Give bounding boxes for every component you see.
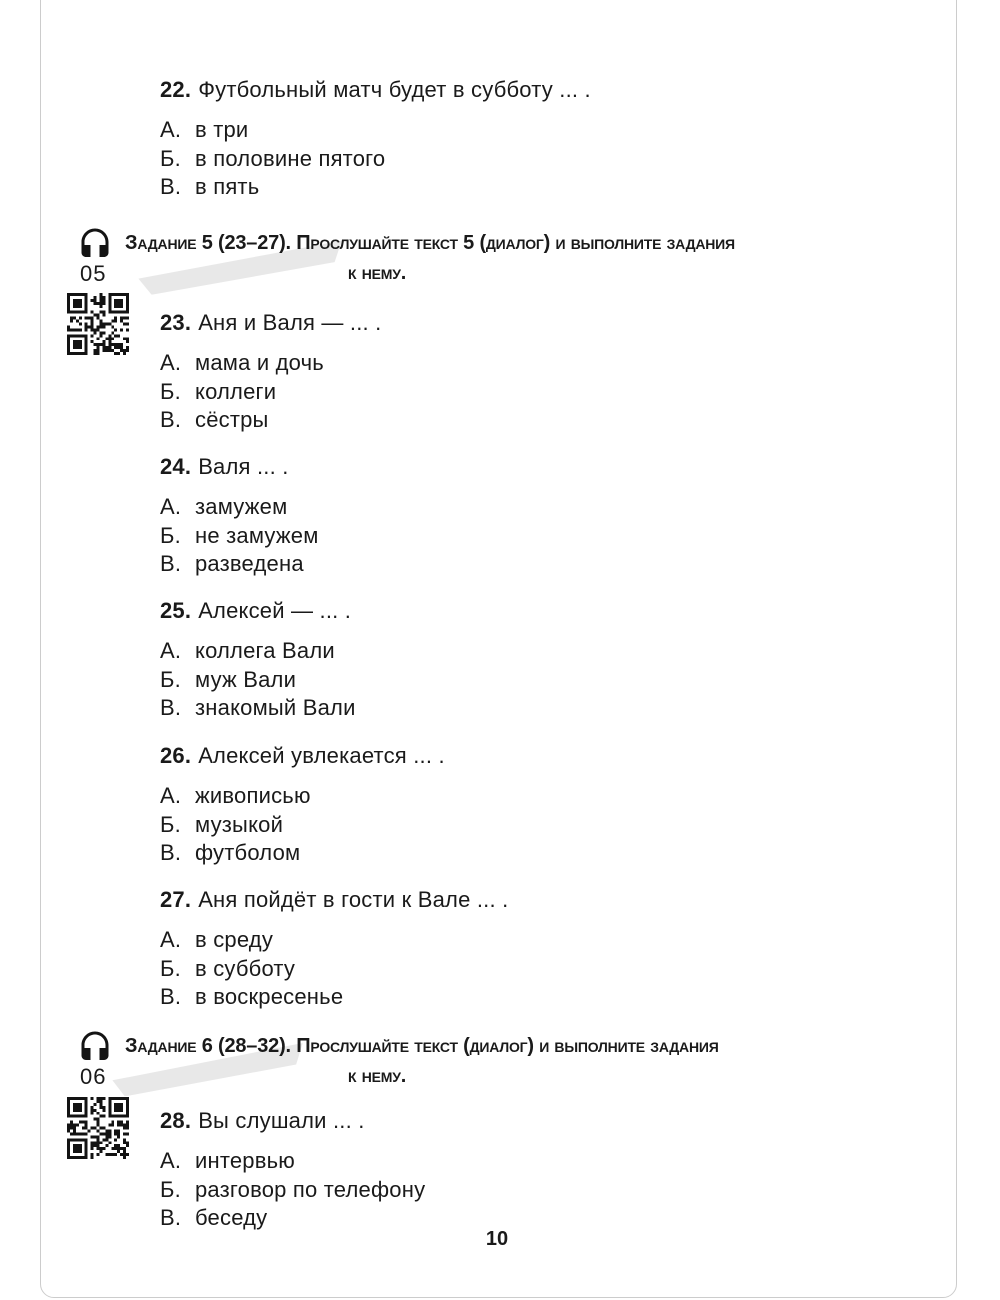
qr-code: [67, 1097, 129, 1159]
option-text: беседу: [195, 1205, 268, 1230]
option-letter: В.: [160, 1205, 182, 1230]
option-text: футболом: [195, 840, 301, 865]
question-number: 24.: [160, 454, 192, 479]
option-letter: А.: [160, 350, 182, 375]
option-row: [160, 116, 591, 145]
qr-code: [67, 1097, 129, 1159]
question-stem: [160, 1108, 425, 1134]
option-letter: А.: [160, 783, 182, 808]
question-stem: [160, 887, 508, 913]
option-letter: В.: [160, 695, 182, 720]
option-letter: В.: [160, 984, 182, 1009]
option-row: [160, 983, 508, 1012]
option-row: [160, 666, 356, 695]
task-heading-line1: Задание 6 (28–32). Прослушайте текст (диалог) и выполните задания: [125, 1035, 719, 1057]
option-letter: Б.: [160, 666, 181, 692]
question-text: Аня и Валя — ... .: [198, 310, 382, 335]
question-text: Аня пойдёт в гости к Вале ... .: [198, 887, 509, 912]
option-row: [160, 955, 508, 984]
option-row: [160, 839, 445, 868]
option-text: музыкой: [195, 811, 284, 837]
question-stem: [160, 77, 591, 103]
option-text: в среду: [195, 927, 274, 952]
question-text: Футбольный матч будет в субботу ... .: [198, 77, 591, 102]
question-number: 25.: [160, 598, 192, 623]
question-27: [160, 887, 508, 1012]
option-letter: В.: [160, 551, 182, 576]
question-text: Алексей — ... .: [198, 598, 352, 623]
option-text: разговор по телефону: [195, 1176, 426, 1202]
option-letter: Б.: [160, 378, 181, 404]
question-stem: [160, 310, 381, 336]
option-text: знакомый Вали: [195, 695, 356, 720]
question-25: [160, 598, 356, 723]
question-23: [160, 310, 381, 435]
option-letter: А.: [160, 927, 182, 952]
option-text: в субботу: [195, 955, 296, 981]
option-letter: Б.: [160, 955, 181, 981]
option-letter: Б.: [160, 1176, 181, 1202]
option-row: [160, 145, 591, 174]
option-row: [160, 406, 381, 435]
question-text: Алексей увлекается ... .: [198, 743, 445, 768]
option-text: муж Вали: [195, 666, 297, 692]
task-5-header: [0, 228, 1000, 300]
headphones-icon: [77, 1030, 113, 1066]
task-heading-line2: к нему.: [348, 1065, 407, 1087]
option-letter: Б.: [160, 145, 181, 171]
qr-code: [67, 293, 129, 355]
question-stem: [160, 598, 356, 624]
option-row: [160, 782, 445, 811]
option-row: [160, 349, 381, 378]
task-heading-line1: Задание 5 (23–27). Прослушайте текст 5 (диалог) и выполните задания: [125, 232, 735, 254]
option-text: замужем: [195, 494, 288, 519]
question-text: Валя ... .: [198, 454, 289, 479]
option-text: в половине пятого: [195, 145, 386, 171]
option-row: [160, 1176, 425, 1205]
question-28: [160, 1108, 425, 1233]
question-number: 27.: [160, 887, 192, 912]
audio-track-number: 06: [80, 1064, 107, 1089]
option-row: [160, 694, 356, 723]
option-row: [160, 550, 319, 579]
option-row: [160, 173, 591, 202]
option-text: сёстры: [195, 407, 269, 432]
option-text: не замужем: [195, 522, 319, 548]
question-number: 28.: [160, 1108, 192, 1133]
option-row: [160, 811, 445, 840]
option-row: [160, 493, 319, 522]
option-letter: А.: [160, 117, 182, 142]
qr-code: [67, 293, 129, 355]
option-letter: А.: [160, 638, 182, 663]
audio-track-number: 05: [80, 261, 107, 286]
page-number: 10: [485, 1228, 509, 1250]
option-letter: В.: [160, 840, 182, 865]
option-text: интервью: [195, 1148, 295, 1173]
question-stem: [160, 743, 445, 769]
question-number: 23.: [160, 310, 192, 335]
task-heading-line2: к нему.: [348, 262, 407, 284]
option-letter: Б.: [160, 522, 181, 548]
option-text: в три: [195, 117, 249, 142]
question-24: [160, 454, 319, 579]
task-heading: [125, 1033, 719, 1090]
option-row: [160, 378, 381, 407]
task-heading: [125, 230, 735, 287]
question-number: 26.: [160, 743, 192, 768]
option-letter: А.: [160, 494, 182, 519]
option-text: коллега Вали: [195, 638, 335, 663]
option-row: [160, 926, 508, 955]
option-letter: В.: [160, 407, 182, 432]
question-stem: [160, 454, 319, 480]
question-26: [160, 743, 445, 868]
option-row: [160, 1147, 425, 1176]
option-text: в пять: [195, 174, 260, 199]
option-row: [160, 522, 319, 551]
option-text: в воскресенье: [195, 984, 344, 1009]
option-text: разведена: [195, 551, 304, 576]
option-letter: А.: [160, 1148, 182, 1173]
option-text: коллеги: [195, 378, 277, 404]
option-text: живописью: [195, 783, 311, 808]
question-22: [160, 77, 591, 202]
headphones-icon: [77, 227, 113, 263]
question-text: Вы слушали ... .: [198, 1108, 365, 1133]
task-6-header: [0, 1031, 1000, 1103]
option-letter: В.: [160, 174, 182, 199]
option-text: мама и дочь: [195, 350, 324, 375]
option-letter: Б.: [160, 811, 181, 837]
option-row: [160, 637, 356, 666]
question-number: 22.: [160, 77, 192, 102]
